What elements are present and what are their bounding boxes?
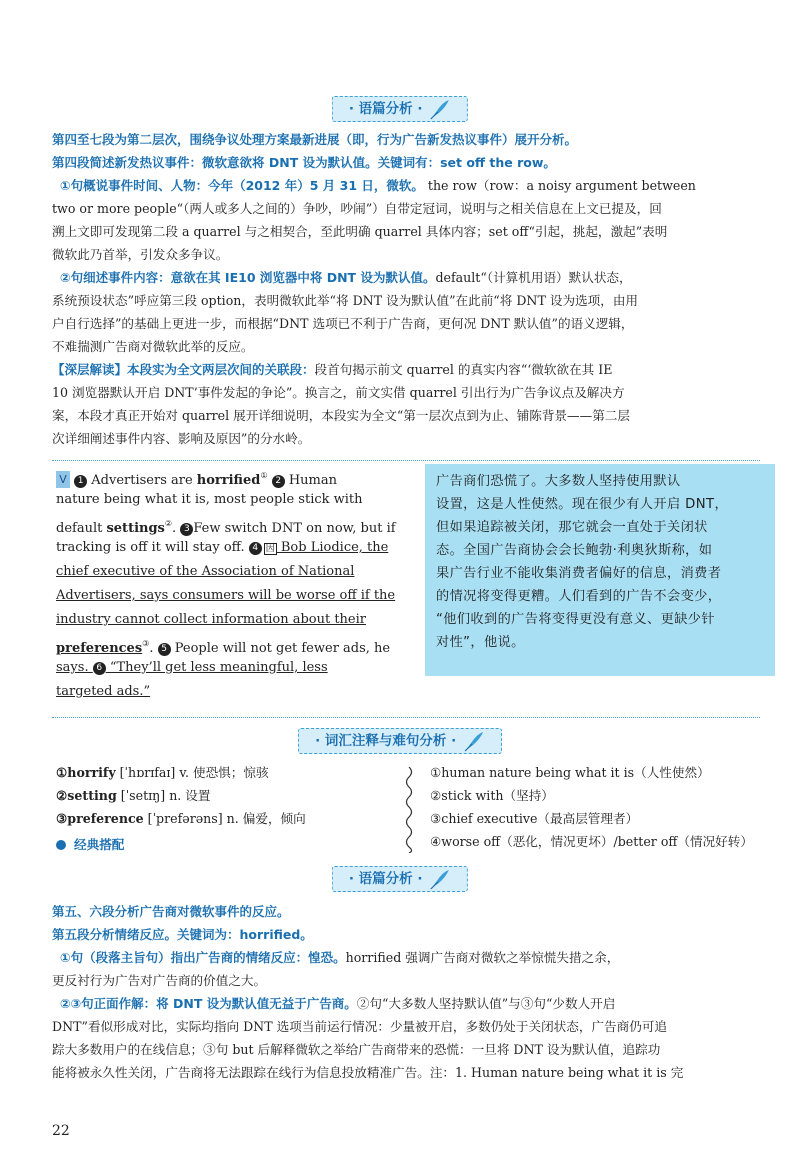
quill-pen-icon: [429, 98, 451, 120]
sentence-number: 5: [158, 643, 171, 656]
passage-line: Advertisers, says consumers will be worse off if the: [56, 588, 396, 603]
summary-line: 第五、六段分析广告商对微软事件的反应。: [52, 904, 290, 919]
section-badge-vocab: [298, 728, 502, 754]
translation-line: “他们收到的广告将变得更没有意义、更缺少针: [436, 612, 715, 627]
analysis-line: 次详细阐述事件内容、影响及原因”的分水岭。: [52, 431, 311, 446]
translation-line: 对性”，他说。: [436, 635, 525, 650]
analysis-line: 不难揣测广告商对微软此举的反应。: [52, 339, 254, 354]
translation-line: 果广告行业不能收集消费者偏好的信息，消费者: [436, 566, 722, 581]
summary-line: 第四段简述新发热议事件：微软意欲将 DNT 设为默认值。关键词有：set off the row。: [52, 155, 556, 170]
sentence-number: 4: [249, 542, 262, 555]
analysis-line: 户自行选择”的基础上更进一步，而根据“DNT 选项已不利于广告商，更何况 DNT 默认值”的语义逻辑，: [52, 316, 634, 331]
section-badge-discourse: [332, 866, 468, 892]
badge-label: · 词汇注释与难句分析 ·: [315, 733, 457, 749]
quill-pen-icon: [463, 730, 485, 752]
phrase-entry: ①human nature being what it is（人性使然）: [430, 765, 710, 780]
paragraph-mark: V: [56, 471, 70, 488]
analysis-line: 能将被永久性关闭，广告商将无法跟踪在线行为信息投放精准广告。注：1. Human nature being what it is 完: [52, 1065, 684, 1080]
vocab-entry: ②setting [ˈsetɪŋ] n. 设置: [56, 788, 211, 803]
summary-line: 第五段分析情绪反应。关键词为：horrified。: [52, 927, 313, 942]
phrase-entry: ③chief executive（最高层管理者）: [430, 811, 639, 826]
badge-label: · 语篇分析 ·: [348, 871, 423, 887]
sentence-number: 6: [93, 662, 106, 675]
analysis-line: ①句（段落主旨句）指出广告商的情绪反应：惶恐。horrified 强调广告商对微软之举惊慌失措之余，: [60, 950, 620, 965]
divider: [52, 717, 760, 718]
sentence-number: 3: [180, 523, 193, 536]
passage-line: says. 6 “They’ll get less meaningful, less: [56, 660, 328, 675]
analysis-line: ②③句正面作解：将 DNT 设为默认值无益于广告商。②句“大多数人坚持默认值”与③句“少数人开启: [60, 996, 616, 1011]
section-badge-discourse: [332, 96, 468, 122]
cause-tag: 因: [265, 544, 275, 554]
vocab-entry: ③preference [ˈprefərəns] n. 偏爱，倾向: [56, 811, 306, 826]
translation-line: 态。全国广告商协会会长鲍勃·利奥狄斯称，如: [436, 543, 713, 558]
analysis-line: 【深层解读】本段实为全文两层次间的关联段：段首句揭示前文 quarrel 的真实内容“‘微软欲在其 IE: [52, 362, 613, 377]
passage-line: chief executive of the Association of National: [56, 564, 355, 579]
phrase-entry: ②stick with（坚持）: [430, 788, 554, 803]
analysis-line: DNT”看似形成对比，实际均指向 DNT 选项当前运行情况：少量被开启，多数仍处于关闭状态，广告商仍可追: [52, 1019, 668, 1034]
quill-pen-icon: [429, 868, 451, 890]
analysis-line: 系统预设状态”呼应第三段 option，表明微软此举“将 DNT 设为默认值”在此前“将 DNT 设为选项，由用: [52, 293, 639, 308]
collocation-heading: 经典搭配: [56, 834, 124, 856]
sentence-number: 1: [74, 475, 87, 488]
sentence-number: 2: [272, 475, 285, 488]
translation-line: 但如果追踪被关闭，那它就会一直处于关闭状: [436, 520, 708, 535]
analysis-line: 案，本段才真正开始对 quarrel 展开详细说明，本段实为全文“第一层次点到为止、铺陈背景——第二层: [52, 408, 630, 423]
analysis-line: ②句细述事件内容：意欲在其 IE10 浏览器中将 DNT 设为默认值。default“（计算机用语）默认状态，: [60, 270, 632, 285]
analysis-line: 微软此乃首举，引发众多争议。: [52, 247, 229, 262]
translation-line: 设置，这是人性使然。现在很少有人开启 DNT，: [436, 497, 729, 512]
passage-line: industry cannot collect information about their: [56, 612, 366, 627]
summary-line: 第四至七段为第二层次，围绕争议处理方案最新进展（即，行为广告新发热议事件）展开分析。: [52, 132, 578, 147]
vocab-entry: ①horrify [ˈhɒrɪfaɪ] v. 使恐惧；惊骇: [56, 765, 269, 780]
passage-line: nature being what it is, most people stick with: [56, 492, 363, 507]
passage-line: targeted ads.”: [56, 684, 151, 699]
analysis-line: 溯上文即可发现第二段 a quarrel 与之相契合，至此明确 quarrel 具体内容；set off“引起，挑起，激起”表明: [52, 224, 668, 239]
passage-line: V 1 Advertisers are horrified① 2 Human: [56, 464, 411, 493]
wavy-divider: [403, 767, 415, 853]
passage-line: tracking is off it will stay off. 4 因 Bob Liodice, the: [56, 540, 389, 555]
translation-line: 广告商们恐慌了。大多数人坚持使用默认: [436, 474, 681, 489]
page-number: 22: [52, 1123, 70, 1139]
analysis-line: 10 浏览器默认开启 DNT’事件发起的争论”。换言之，前文实借 quarrel 引出行为广告争议点及解决方: [52, 385, 625, 400]
bullet-dot-icon: [56, 840, 66, 850]
phrase-entry: ④worse off（恶化，情况更坏）/better off（情况好转）: [430, 834, 753, 849]
badge-label: · 语篇分析 ·: [348, 101, 423, 117]
passage-line: preferences③. 5 People will not get fewer ads, he: [56, 639, 391, 656]
translation-line: 的情况将变得更糟。人们看到的广告不会变少，: [436, 589, 722, 604]
passage-line: default settings②. 3 Few switch DNT on now, but if: [56, 519, 396, 536]
analysis-line: ①句概说事件时间、人物：今年（2012 年）5 月 31 日，微软。 the row（row：a noisy argument between: [60, 178, 696, 193]
divider: [52, 460, 760, 461]
analysis-line: 踪大多数用户的在线信息；③句 but 后解释微软之举给广告商带来的恐慌：一旦将 DNT 设为默认值，追踪功: [52, 1042, 661, 1057]
analysis-line: two or more people“（两人或多人之间的）争吵，吵闹”）自带定冠词，说明与之相关信息在上文已提及，回: [52, 201, 662, 216]
analysis-line: 更反衬行为广告对广告商的价值之大。: [52, 973, 267, 988]
